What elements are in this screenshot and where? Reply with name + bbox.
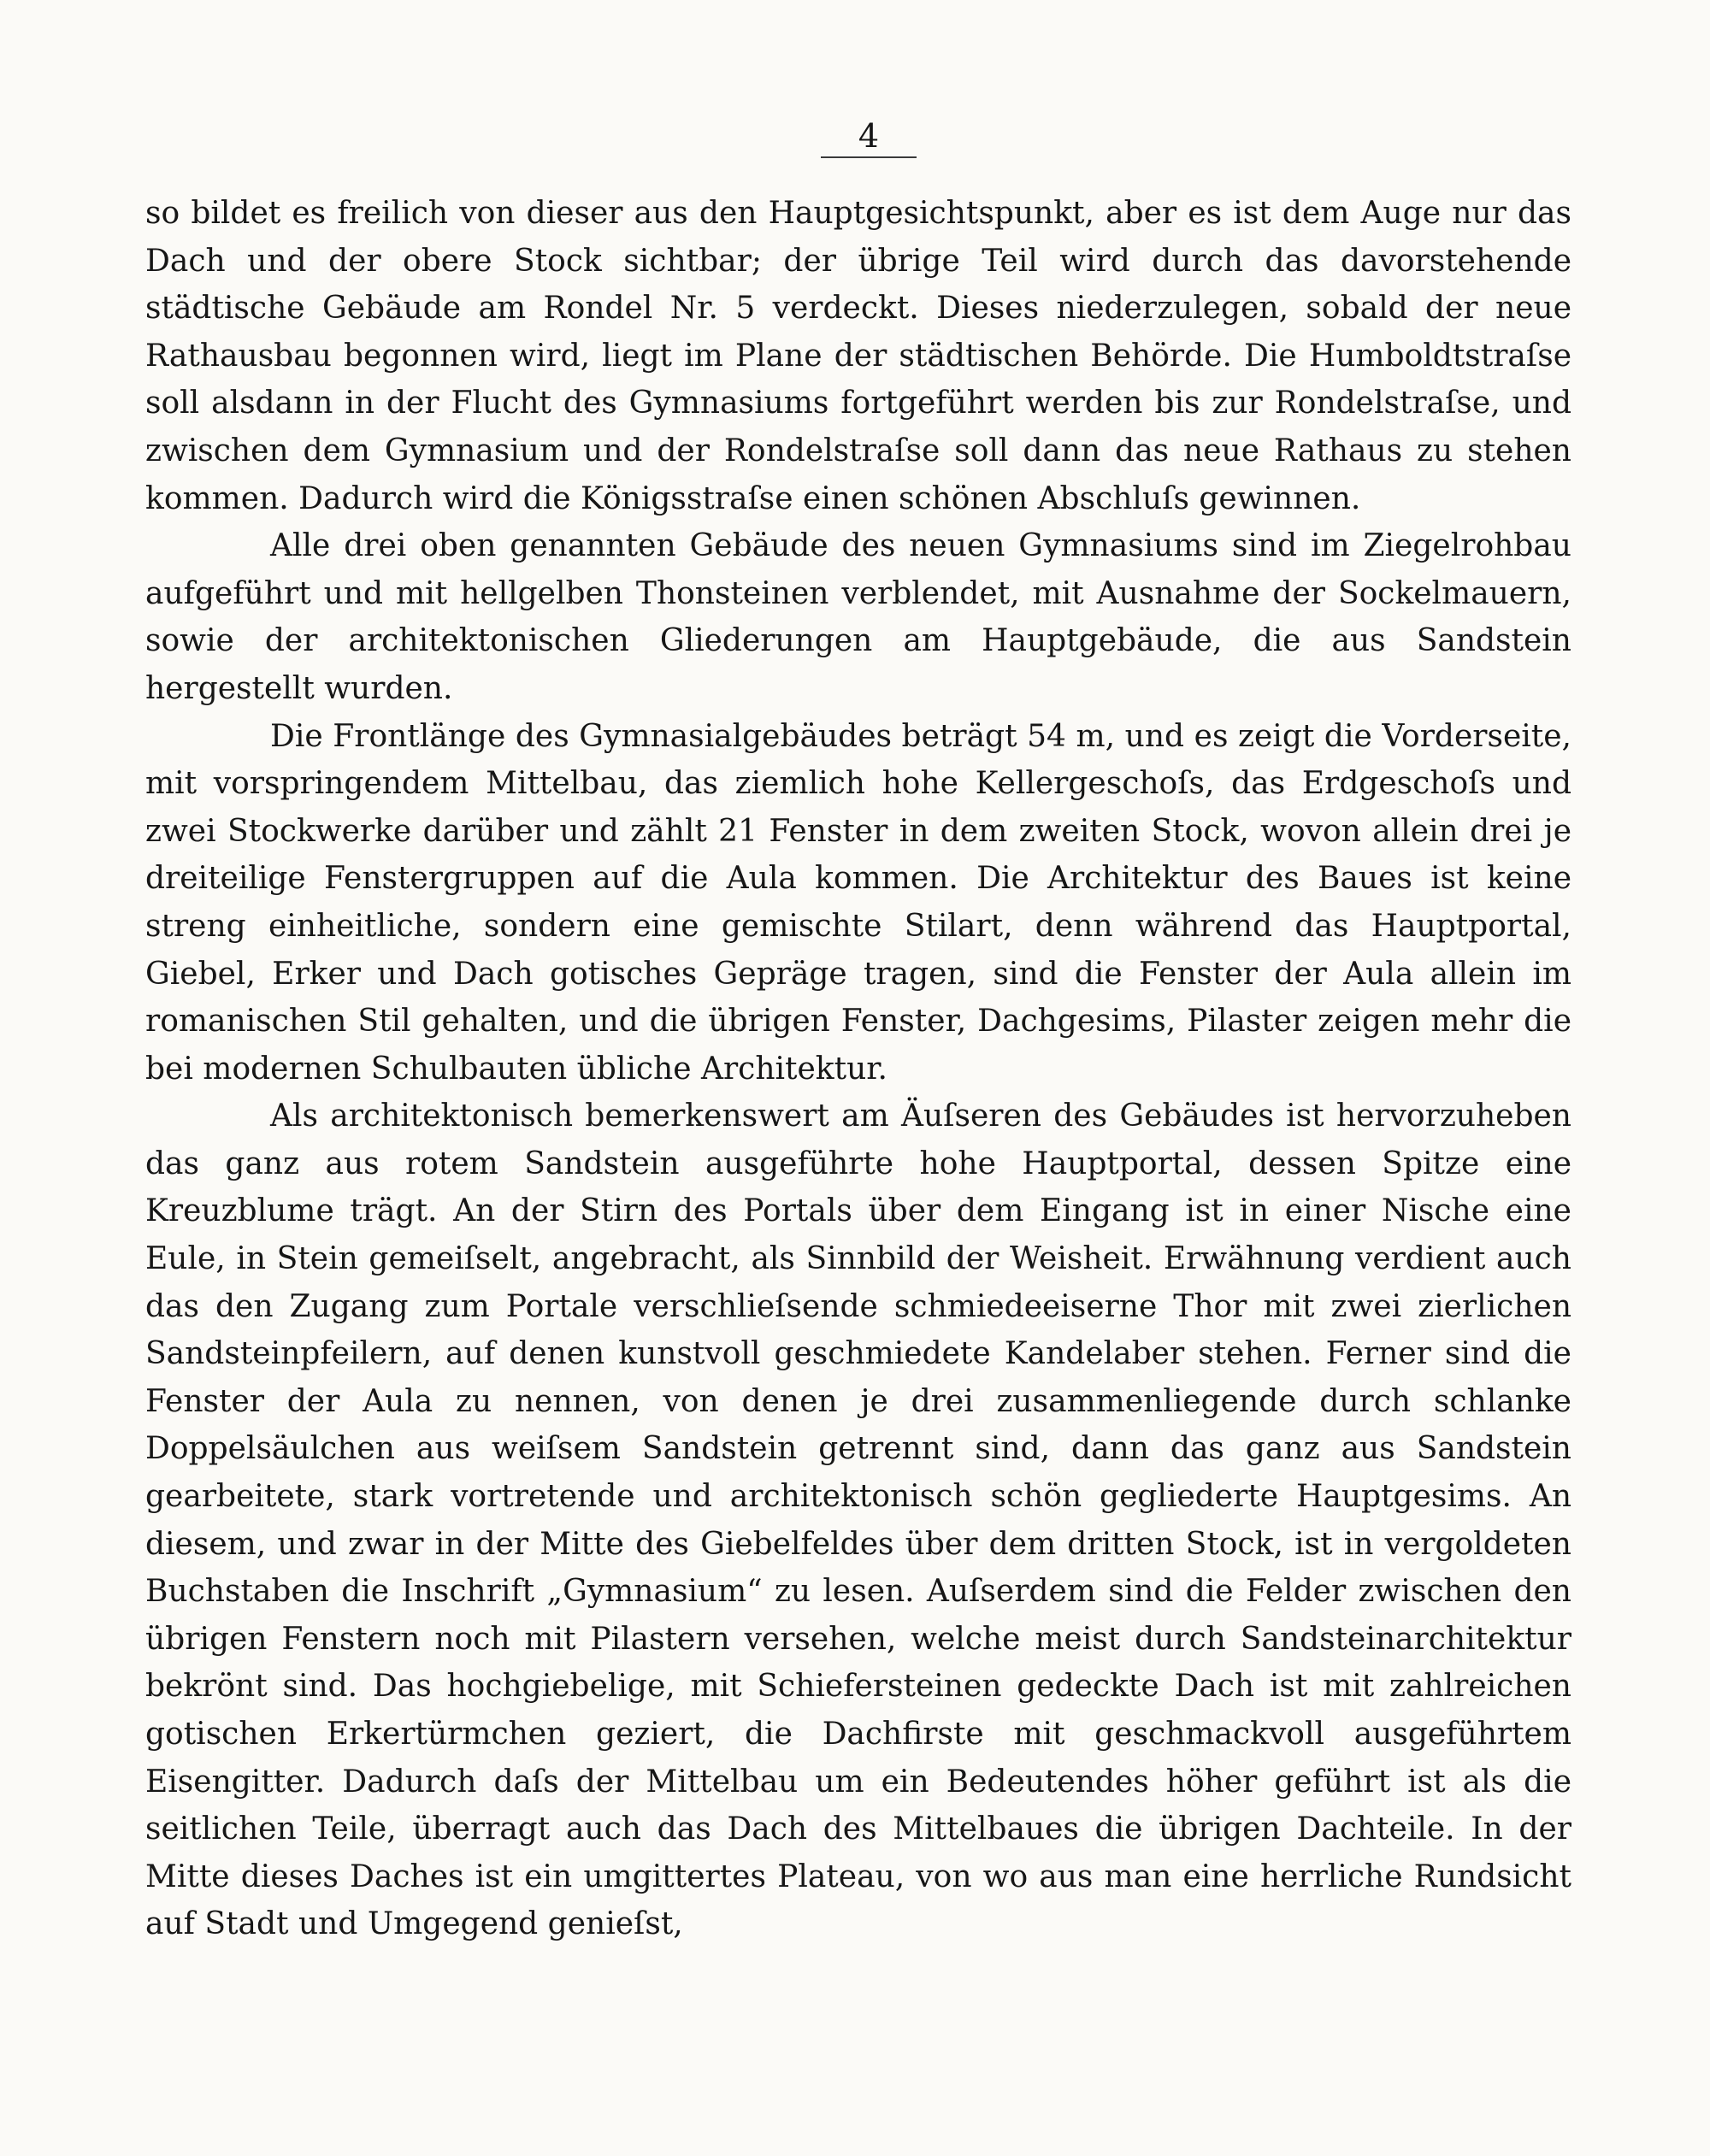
paragraph-3: Die Frontlänge des Gymnasialgebäudes beträgt 54 m, und es zeigt die Vorderseite, mit vorspringendem Mittelbau, das ziemlich hohe Kellergeschoſs, das Erdgeschoſs und zwei Stockwerke darüber und zählt 21 Fenster in dem zweiten Stock, wovon allein drei je dreiteilige Fenstergruppen auf die Aula kommen. Die Architektur des Baues ist keine streng einheitliche, sondern eine gemischte Stilart, denn während das Hauptportal, Giebel, Erker und Dach gotisches Gepräge tragen, sind die Fenster der Aula allein im romanischen Stil gehalten, und die übrigen Fenster, Dachgesims, Pilaster zeigen mehr die bei modernen Schulbauten übliche Architektur. (145, 718, 1571, 1087)
paragraph-4: Als architektonisch bemerkenswert am Äuſseren des Gebäudes ist hervorzuheben das ganz aus rotem Sandstein ausgeführte hohe Hauptportal, dessen Spitze eine Kreuzblume trägt. An der Stirn des Portals über dem Eingang ist in einer Nische eine Eule, in Stein gemeiſselt, angebracht, als Sinnbild der Weisheit. Erwähnung verdient auch das den Zugang zum Portale verschlieſsende schmiedeeiserne Thor mit zwei zierlichen Sandsteinpfeilern, auf denen kunstvoll geschmiedete Kandelaber stehen. Ferner sind die Fenster der Aula zu nennen, von denen je drei zusammenliegende durch schlanke Doppelsäulchen aus weiſsem Sandstein getrennt sind, dann das ganz aus Sandstein gearbeitete, stark vortretende und architektonisch schön gegliederte Hauptgesims. An diesem, und zwar in der Mitte des Giebelfeldes über dem dritten Stock, ist in vergoldeten Buchstaben die Inschrift „Gymnasium“ zu lesen. Auſserdem sind die Felder zwischen den übrigen Fenstern noch mit Pilastern versehen, welche meist durch Sandsteinarchitektur bekrönt sind. Das hochgiebelige, mit Schiefersteinen gedeckte Dach ist mit zahlreichen gotischen Erkertürmchen geziert, die Dachfirste mit geschmackvoll ausgeführtem Eisengitter. Dadurch daſs der Mittelbau um ein Bedeutendes höher geführt ist als die seitlichen Teile, überragt auch das Dach des Mittelbaues die übrigen Dachteile. In der Mitte dieses Daches ist ein umgittertes Plateau, von wo aus man eine herrliche Rundsicht auf Stadt und Umgegend genieſst, (145, 1099, 1571, 1942)
page-number-underline (821, 156, 917, 158)
paragraph-2: Alle drei oben genannten Gebäude des neuen Gymnasiums sind im Ziegelrohbau aufgeführt und mit hellgelben Thonsteinen verblendet, mit Ausnahme der Sockelmauern, sowie der architektonischen Gliederungen am Hauptgebäude, die aus Sandstein hergestellt wurden. (145, 528, 1571, 706)
body-text (145, 190, 1571, 1948)
page-number: 4 (858, 117, 880, 155)
paragraph-1: so bildet es freilich von dieser aus den Hauptgesichtspunkt, aber es ist dem Auge nur das Dach und der obere Stock sichtbar; der übrige Teil wird durch das davorstehende städtische Gebäude am Rondel Nr. 5 verdeckt. Dieses niederzulegen, sobald der neue Rathausbau begonnen wird, liegt im Plane der städtischen Behörde. Die Humboldtstraſse soll alsdann in der Flucht des Gymnasiums fortgeführt werden bis zur Rondelstraſse, und zwischen dem Gymnasium und der Rondelstraſse soll dann das neue Rathaus zu stehen kommen. Dadurch wird die Königsstraſse einen schönen Abschluſs gewinnen. (145, 196, 1571, 516)
